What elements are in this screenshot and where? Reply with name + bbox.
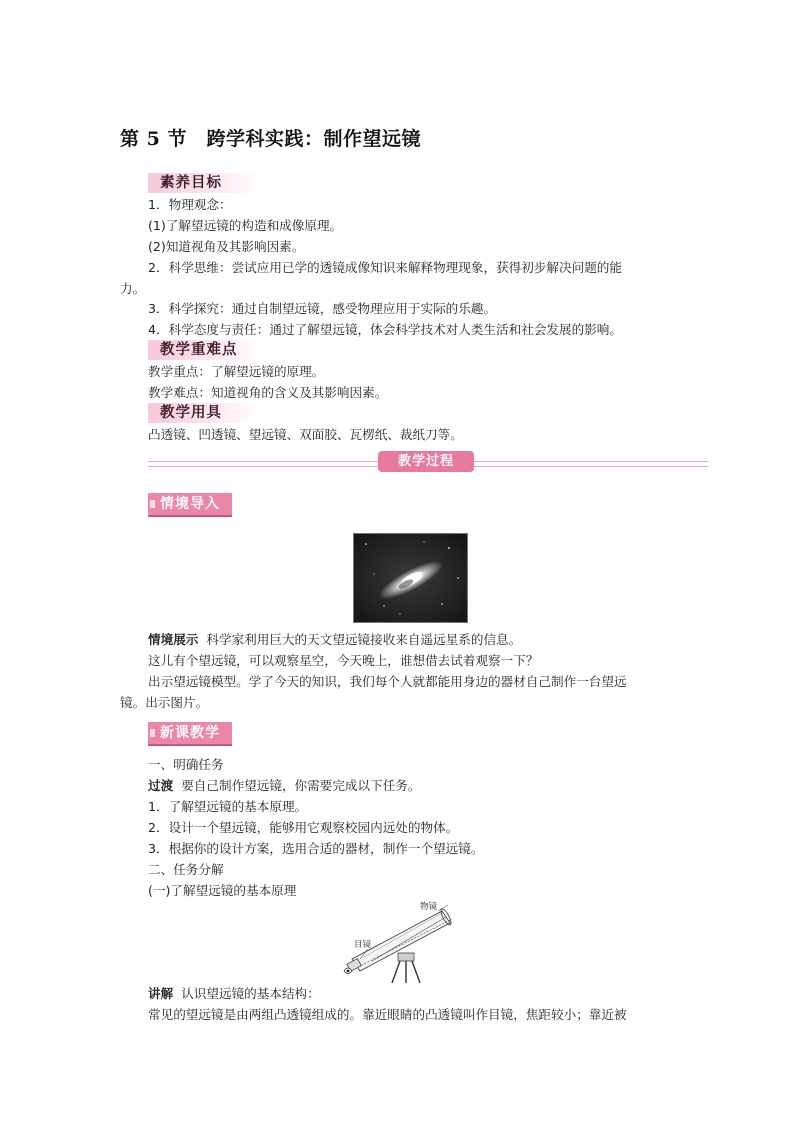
scene-heading: 情境导入 — [148, 493, 232, 517]
key-point-line: 教学难点：知道视角的含义及其影响因素。 — [148, 385, 388, 400]
scene-text: 科学家利用巨大的天文望远镜接收来自遥远星系的信息。 — [206, 632, 522, 647]
page-title: 第 5 节 跨学科实践：制作望远镜 — [120, 128, 421, 150]
tools-heading: 教学用具 — [148, 403, 260, 423]
process-label: 教学过程 — [378, 451, 474, 472]
task-line: 2．设计一个望远镜，能够用它观察校园内远处的物体。 — [148, 820, 459, 835]
tools-line: 凸透镜、凹透镜、望远镜、双面胶、瓦楞纸、裁纸刀等。 — [148, 427, 463, 442]
objective-line: (2)知道视角及其影响因素。 — [148, 239, 305, 254]
body-line: 常见的望远镜是由两组凸透镜组成的。靠近眼睛的凸透镜叫作目镜，焦距较小；靠近被 — [148, 1007, 627, 1022]
new-lesson-heading: 新课教学 — [148, 722, 232, 746]
objective-line: 力。 — [120, 281, 146, 296]
scene-line: 镜。出示图片。 — [120, 695, 209, 710]
explain-label: 讲解 — [148, 986, 174, 1001]
objective-line: 3．科学探究：通过自制望远镜，感受物理应用于实际的乐趣。 — [148, 301, 497, 316]
subtask-title: (一)了解望远镜的基本原理 — [148, 883, 297, 898]
scene-line: 出示望远镜模型。学了今天的知识，我们每个人就都能用身边的器材自己制作一台望远 — [148, 674, 627, 689]
key-point-line: 教学重点：了解望远镜的原理。 — [148, 364, 325, 379]
scene-label: 情境展示 — [148, 632, 199, 647]
key-points-heading: 教学重难点 — [148, 340, 260, 360]
objective-line: 4．科学态度与责任：通过了解望远镜，体会科学技术对人类生活和社会发展的影响。 — [148, 322, 622, 337]
telescope-diagram — [342, 899, 474, 985]
eyepiece-label: 目镜 — [354, 940, 372, 950]
explain-line — [148, 985, 320, 1003]
objective-line: 2．科学思维：尝试应用已学的透镜成像知识来解释物理现象，获得初步解决问题的能 — [148, 260, 622, 275]
galaxy-image — [353, 533, 468, 623]
task-line: 3．根据你的设计方案，选用合适的器材，制作一个望远镜。 — [148, 841, 484, 856]
task-line: 1．了解望远镜的基本原理。 — [148, 799, 308, 814]
objective-line: (1)了解望远镜的构造和成像原理。 — [148, 218, 343, 233]
scene-line: 这儿有个望远镜，可以观察星空，今天晚上，谁想借去试着观察一下？ — [148, 653, 539, 668]
objective-line: 1．物理观念： — [148, 197, 232, 212]
transition-line — [148, 777, 420, 795]
breakdown-title: 二、任务分解 — [148, 862, 224, 877]
task-title: 一、明确任务 — [148, 757, 224, 772]
objectives-heading: 素养目标 — [148, 173, 260, 193]
transition-label: 过渡 — [148, 778, 174, 793]
explain-text: 认识望远镜的基本结构： — [181, 986, 320, 1001]
scene-display-line — [148, 631, 521, 649]
transition-text: 要自己制作望远镜，你需要完成以下任务。 — [181, 778, 421, 793]
objective-lens-label: 物镜 — [420, 902, 438, 912]
